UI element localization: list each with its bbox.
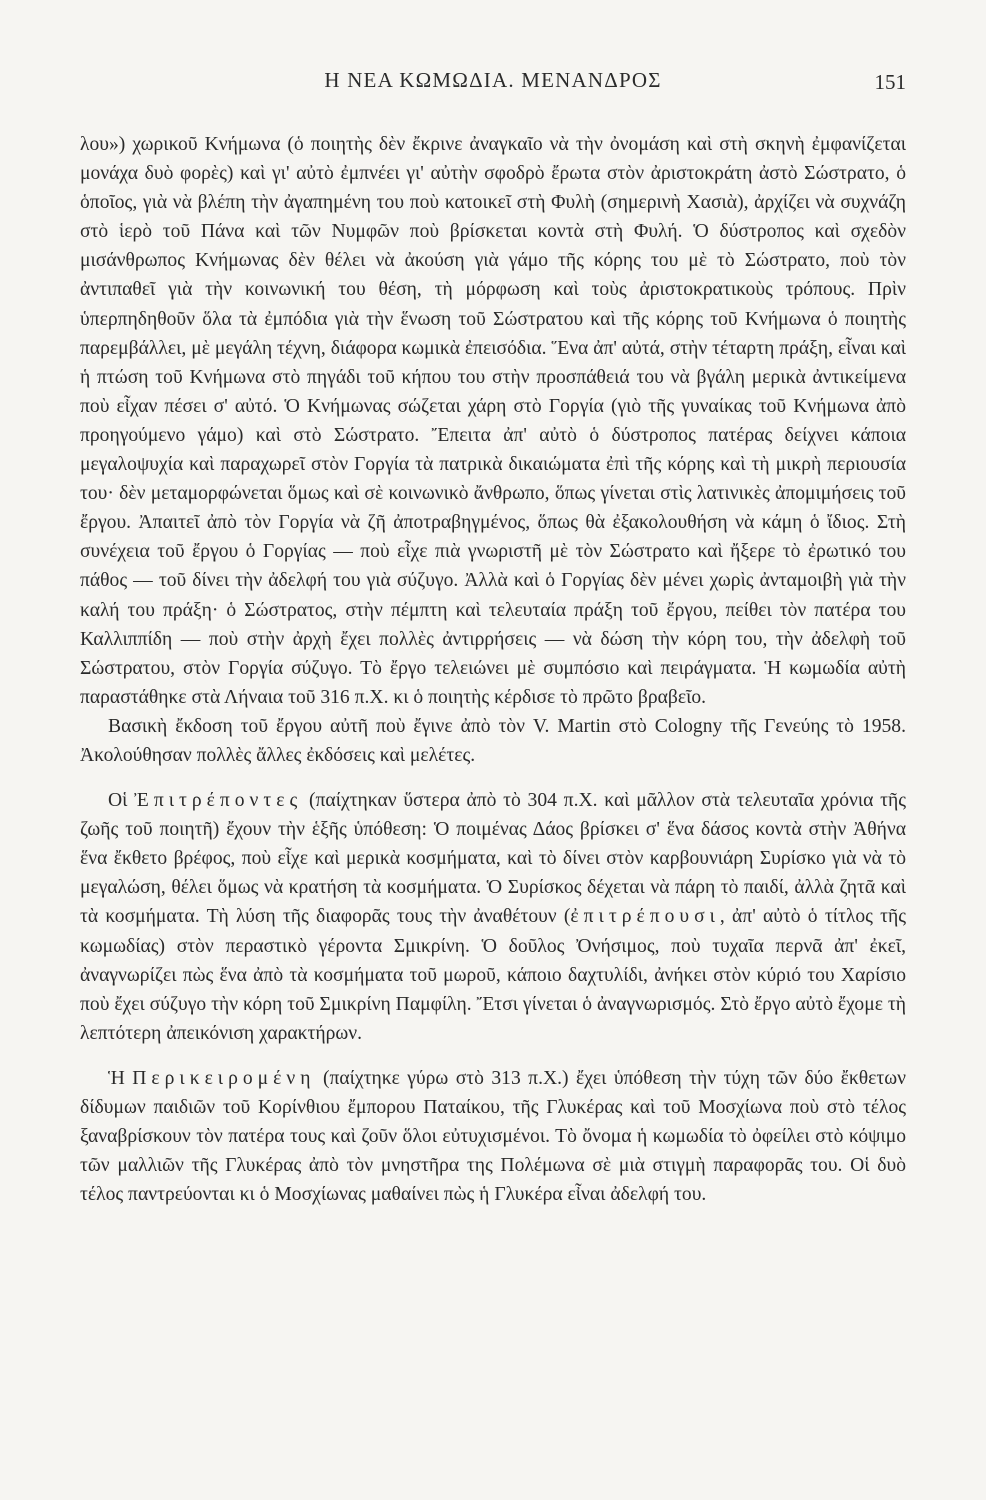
play-title-epitrepontes: Ἐπιτρέποντες (134, 790, 303, 812)
paragraph-lead-word: Οἱ (108, 790, 128, 812)
paragraph-edition-note: Βασικὴ ἔκδοση τοῦ ἔργου αὐτῆ ποὺ ἔγινε ἀπὸ τὸν V. Martin στὸ Cologny τῆς Γενεύης τὸ 1958. Ἀκολούθησαν πολλὲς ἄλλες ἐκδόσεις καὶ μελέτες. (80, 715, 906, 766)
page-number: 151 (874, 70, 906, 94)
paragraph-text: (παίχτηκαν ὕστερα ἀπὸ τὸ 304 π.Χ. καὶ μᾶλλον στὰ τελευταῖα χρόνια τῆς ζωῆς τοῦ ποιητῆ) ἔχουν τὴν ἑξῆς ὑπόθεση: Ὁ ποιμένας Δάος βρίσκει σ' ἕνα δάσος κοντὰ στὴν Ἀθήνα ἕνα ἔκθετο βρέφος, ποὺ εἶχε καὶ μερικὰ κοσμήματα, καὶ τὸ δίνει στὸν καρβουνιάρη Συρίσκο γιὰ νὰ τὸ μεγαλώση, θέλει ὅμως νὰ κρατήση τὰ κοσμήματα. Ὁ Συρίσκος δέχεται νὰ πάρη τὸ παιδί, ἀλλὰ ζητᾶ καὶ τὰ κοσμήματα. Τὴ λύση τῆς διαφορᾶς τους τὴν ἀναθέτουν ( (80, 790, 906, 928)
paragraph-dyskolos-continued: λου») χωρικοῦ Κνήμωνα (ὁ ποιητὴς δὲν ἔκρινε ἀναγκαῖο νὰ τὴν ὀνομάση καὶ στὴ σκηνὴ ἐμφανίζεται μονάχα δυὸ φορὲς) καὶ γι' αὐτὸ ἐμπνέει γι' αὐτὴν σφοδρὸ ἔρωτα στὸν ἀριστοκράτη ἀστὸ Σώστρατο, ὁ ὁποῖος, γιὰ νὰ βλέπη τὴν ἀγαπημένη του ποὺ κατοικεῖ στὴ Φυλὴ (σημερινὴ Χασιὰ), ἀρχίζει νὰ συχνάζη στὸ ἱερὸ τοῦ Πάνα καὶ τῶν Νυμφῶν ποὺ βρίσκεται κοντὰ στὴ Φυλή. Ὁ δύστροπος καὶ σχεδὸν μισάνθρωπος Κνήμωνας δὲν θέλει νὰ ἀκούση γιὰ γάμο τῆς κόρης του μὲ τὸ Σώστρατο, ποὺ τὸν ἀντιπαθεῖ γιὰ τὴν κοινωνική του θέση, τὴ μόρφωση καὶ τοὺς ἀριστοκρατικοὺς τρόπους. Πρὶν ὑπερπηδηθοῦν ὅλα τὰ ἐμπόδια γιὰ τὴν ἕνωση τοῦ Σώστρατου καὶ τῆς κόρης τοῦ Κνήμωνα ὁ ποιητὴς παρεμβάλλει, μὲ μεγάλη τέχνη, διάφορα κωμικὰ ἐπεισόδια. Ἕνα ἀπ' αὐτά, στὴν τέταρτη πράξη, εἶναι καὶ ἡ πτώση τοῦ Κνήμωνα στὸ πηγάδι τοῦ κήπου του στὴν προσπάθειά του νὰ βγάλη μερικὰ ἀντικείμενα ποὺ εἶχαν πέσει σ' αὐτό. Ὁ Κνήμωνας σώζεται χάρη στὸ Γοργία (γιὸ τῆς γυναίκας τοῦ Κνήμωνα ἀπὸ προηγούμενο γάμο) καὶ στὸ Σώστρατο. Ἔπειτα ἀπ' αὐτὸ ὁ δύστροπος πατέρας δείχνει κάποια μεγαλοψυχία καὶ παραχωρεῖ στὸν Γοργία τὰ πατρικὰ δικαιώματα ἐπὶ τῆς κόρης καὶ τὴ μικρὴ περιουσία του· δὲν μεταμορφώνεται ὅμως καὶ σὲ κοινωνικὸ ἄνθρωπο, ὅπως γίνεται στὶς λατινικὲς ἀπομιμήσεις τοῦ ἔργου. Ἀπαιτεῖ ἀπὸ τὸν Γοργία νὰ ζῆ ἀποτραβηγμένος, ὅπως θὰ ἐξακολουθήση νὰ κάμη ὁ ἴδιος. Στὴ συνέχεια τοῦ ἔργου ὁ Γοργίας — ποὺ εἶχε πιὰ γνωριστῆ μὲ τὸν Σώστρατο καὶ ἤξερε τὸ ἐρωτικό του πάθος — τοῦ δίνει τὴν ἀδελφή του γιὰ σύζυγο. Ἀλλὰ καὶ ὁ Γοργίας δὲν μένει χωρὶς ἀνταμοιβὴ γιὰ τὴν καλή του πράξη· ὁ Σώστρατος, στὴν πέμπτη καὶ τελευταία πράξη τοῦ ἔργου, πείθει τὸν πατέρα του Καλλιππίδη — ποὺ στὴν ἀρχὴ ἔχει πολλὲς ἀντιρρήσεις — νὰ δώση τὴν κόρη του, τὴν ἀδελφὴ τοῦ Σώστρατου, στὸν Γοργία σύζυγο. Τὸ ἔργο τελειώνει μὲ συμπόσιο καὶ πειράγματα. Ἡ κωμωδία αὐτὴ παραστάθηκε στὰ Λήναια τοῦ 316 π.Χ. κι ὁ ποιητὴς κέρδισε τὸ πρῶτο βραβεῖο. (80, 134, 906, 708)
paragraph-lead-word: Ἡ (108, 1067, 125, 1089)
paragraph-text: , ἀπ' αὐτὸ ὁ τίτλος τῆς κωμωδίας) στὸν περαστικὸ γέροντα Σμικρίνη. Ὁ δοῦλος Ὀνήσιμος, ποὺ τυχαῖα περνᾶ ἀπ' ἐκεῖ, ἀναγνωρίζει πὼς ἕνα ἀπὸ τὰ κοσμήματα τοῦ μωροῦ, κάποιο δαχτυλίδι, ἀνήκει στὸν κύριό του Χαρίσιο ποὺ ἔχει σύζυγο τὴν κόρη τοῦ Σμικρίνη Παμφίλη. Ἔτσι γίνεται ὁ ἀναγνωρισμός. Στὸ ἔργο αὐτὸ ἔχομε τὴ λεπτότερη ἀπεικόνιση χαρακτήρων. (80, 906, 906, 1044)
paragraph-epitrepontes (80, 786, 906, 1048)
spaced-word-epitrepousi: ἐπιτρέπουσι (570, 906, 720, 928)
running-title: Η ΝΕΑ ΚΩΜΩΔΙΑ. ΜΕΝΑΝΔΡΟΣ (324, 68, 662, 92)
paragraph-perikeiromene (80, 1064, 906, 1209)
running-head (80, 68, 906, 100)
paragraph-text: (παίχτηκε γύρω στὸ 313 π.Χ.) ἔχει ὑπόθεση τὴν τύχη τῶν δύο ἔκθετων δίδυμων παιδιῶν τοῦ Κορίνθιου ἔμπορου Παταίκου, τῆς Γλυκέρας καὶ τοῦ Μοσχίωνα ποὺ στὸ τέλος ξαναβρίσκουν τὸν πατέρα τους καὶ ζοῦν ὅλοι εὐτυχισμένοι. Τὸ ὄνομα ἡ κωμωδία τὸ ὀφείλει στὸ κόψιμο τῶν μαλλιῶν τῆς Γλυκέρας ἀπὸ τὸν μνηστῆρα της Πολέμωνα σὲ μιὰ στιγμὴ παραφορᾶς του. Οἱ δυὸ τέλος παντρεύονται κι ὁ Μοσχίωνας μαθαίνει πὼς ἡ Γλυκέρα εἶναι ἀδελφή του. (80, 1067, 906, 1206)
body-text (80, 130, 906, 1209)
play-title-perikeiromene: Περικειρομένη (132, 1067, 316, 1089)
